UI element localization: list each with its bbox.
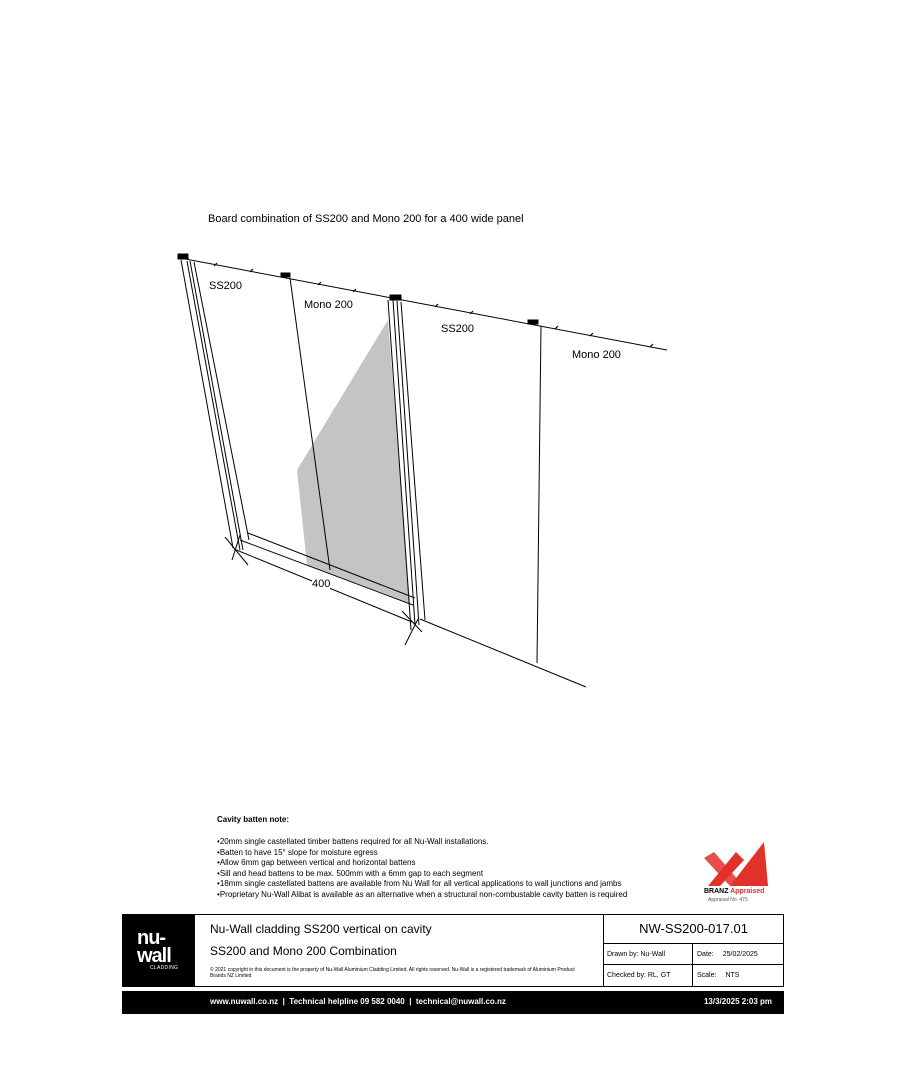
cavity-note-heading: Cavity batten note: xyxy=(217,815,290,824)
logo-sub: CLADDING xyxy=(150,965,179,971)
copyright-notice: © 2021 copyright in this document is the property of Nu-Wall Aluminium Cladding Limited. All rights reserved. Nu-Wall is a registered trademark of Aluminium Product Brands NZ Limited xyxy=(210,967,575,979)
panel-shading xyxy=(297,320,410,603)
logo-line1: nu- xyxy=(137,927,166,949)
footer-timestamp: 13/3/2025 2:03 pm xyxy=(703,997,772,1006)
date-cell xyxy=(693,944,783,965)
note-item: • 18mm single castellated battens are available from Nu Wall for all vertical applications to wall junctions and jambs xyxy=(217,879,627,890)
drawing-title: Nu-Wall cladding SS200 vertical on cavity xyxy=(210,922,432,936)
drawing-subtitle: SS200 and Mono 200 Combination xyxy=(210,944,397,958)
scale-cell xyxy=(693,965,783,986)
date-label: Date: xyxy=(697,951,714,958)
mono-joint-right xyxy=(537,326,541,663)
joint-clip-4 xyxy=(528,320,538,324)
branz-appraisal-number: Appraisal No. 475 xyxy=(708,897,748,903)
top-batten-line xyxy=(180,258,667,350)
label-mono200-right: Mono 200 xyxy=(572,349,621,361)
label-dimension-400: 400 xyxy=(312,578,331,590)
label-ss200-left: SS200 xyxy=(209,280,243,292)
branz-text xyxy=(704,888,764,895)
batten-clips xyxy=(214,263,653,347)
scale-value: NTS xyxy=(725,972,740,979)
branz-appraised-logo xyxy=(700,838,772,910)
title-block-info xyxy=(604,915,783,986)
nuwall-logo xyxy=(123,915,195,986)
branz-mark-icon xyxy=(700,838,772,888)
date-value: 25/02/2025 xyxy=(722,951,758,958)
label-ss200-right: SS200 xyxy=(441,323,475,335)
logo-line2: wall xyxy=(137,945,171,967)
title-block xyxy=(122,914,784,987)
sill-line-3 xyxy=(420,619,586,687)
joint-clip-1 xyxy=(178,254,188,259)
cavity-note-list xyxy=(217,837,627,901)
label-mono200-left: Mono 200 xyxy=(304,299,353,311)
scale-label: Scale: xyxy=(697,972,717,979)
footer-contact: www.nuwall.co.nz | Technical helpline 09 582 0040 | technical@nuwall.co.nz xyxy=(210,997,506,1006)
diagram-title: Board combination of SS200 and Mono 200 for a 400 wide panel xyxy=(208,213,524,225)
joint-clip-3 xyxy=(390,295,401,300)
branz-appraised: Appraised xyxy=(730,888,765,895)
note-item: • Allow 6mm gap between vertical and horizontal battens xyxy=(217,858,627,869)
footer-bar xyxy=(122,991,784,1014)
note-item: • 20mm single castellated timber battens required for all Nu-Wall installations. xyxy=(217,837,627,848)
drawn-by: Drawn by: Nu-Wall xyxy=(604,944,693,965)
drawing-number: NW-SS200-017.01 xyxy=(604,915,783,944)
note-item: • Proprietary Nu-Wall Alibat is available as an alternative when a structural non-combustable cavity batten is required xyxy=(217,890,627,901)
branz-brand: BRANZ xyxy=(704,888,729,895)
title-block-main xyxy=(195,915,604,986)
note-item: • Batten to have 15° slope for moisture egress xyxy=(217,848,627,859)
note-item: • Sill and head battens to be max. 500mm with a 6mm gap to each segment xyxy=(217,869,627,880)
checked-by: Checked by: RL, GT xyxy=(604,965,693,986)
joint-clip-2 xyxy=(281,273,290,277)
